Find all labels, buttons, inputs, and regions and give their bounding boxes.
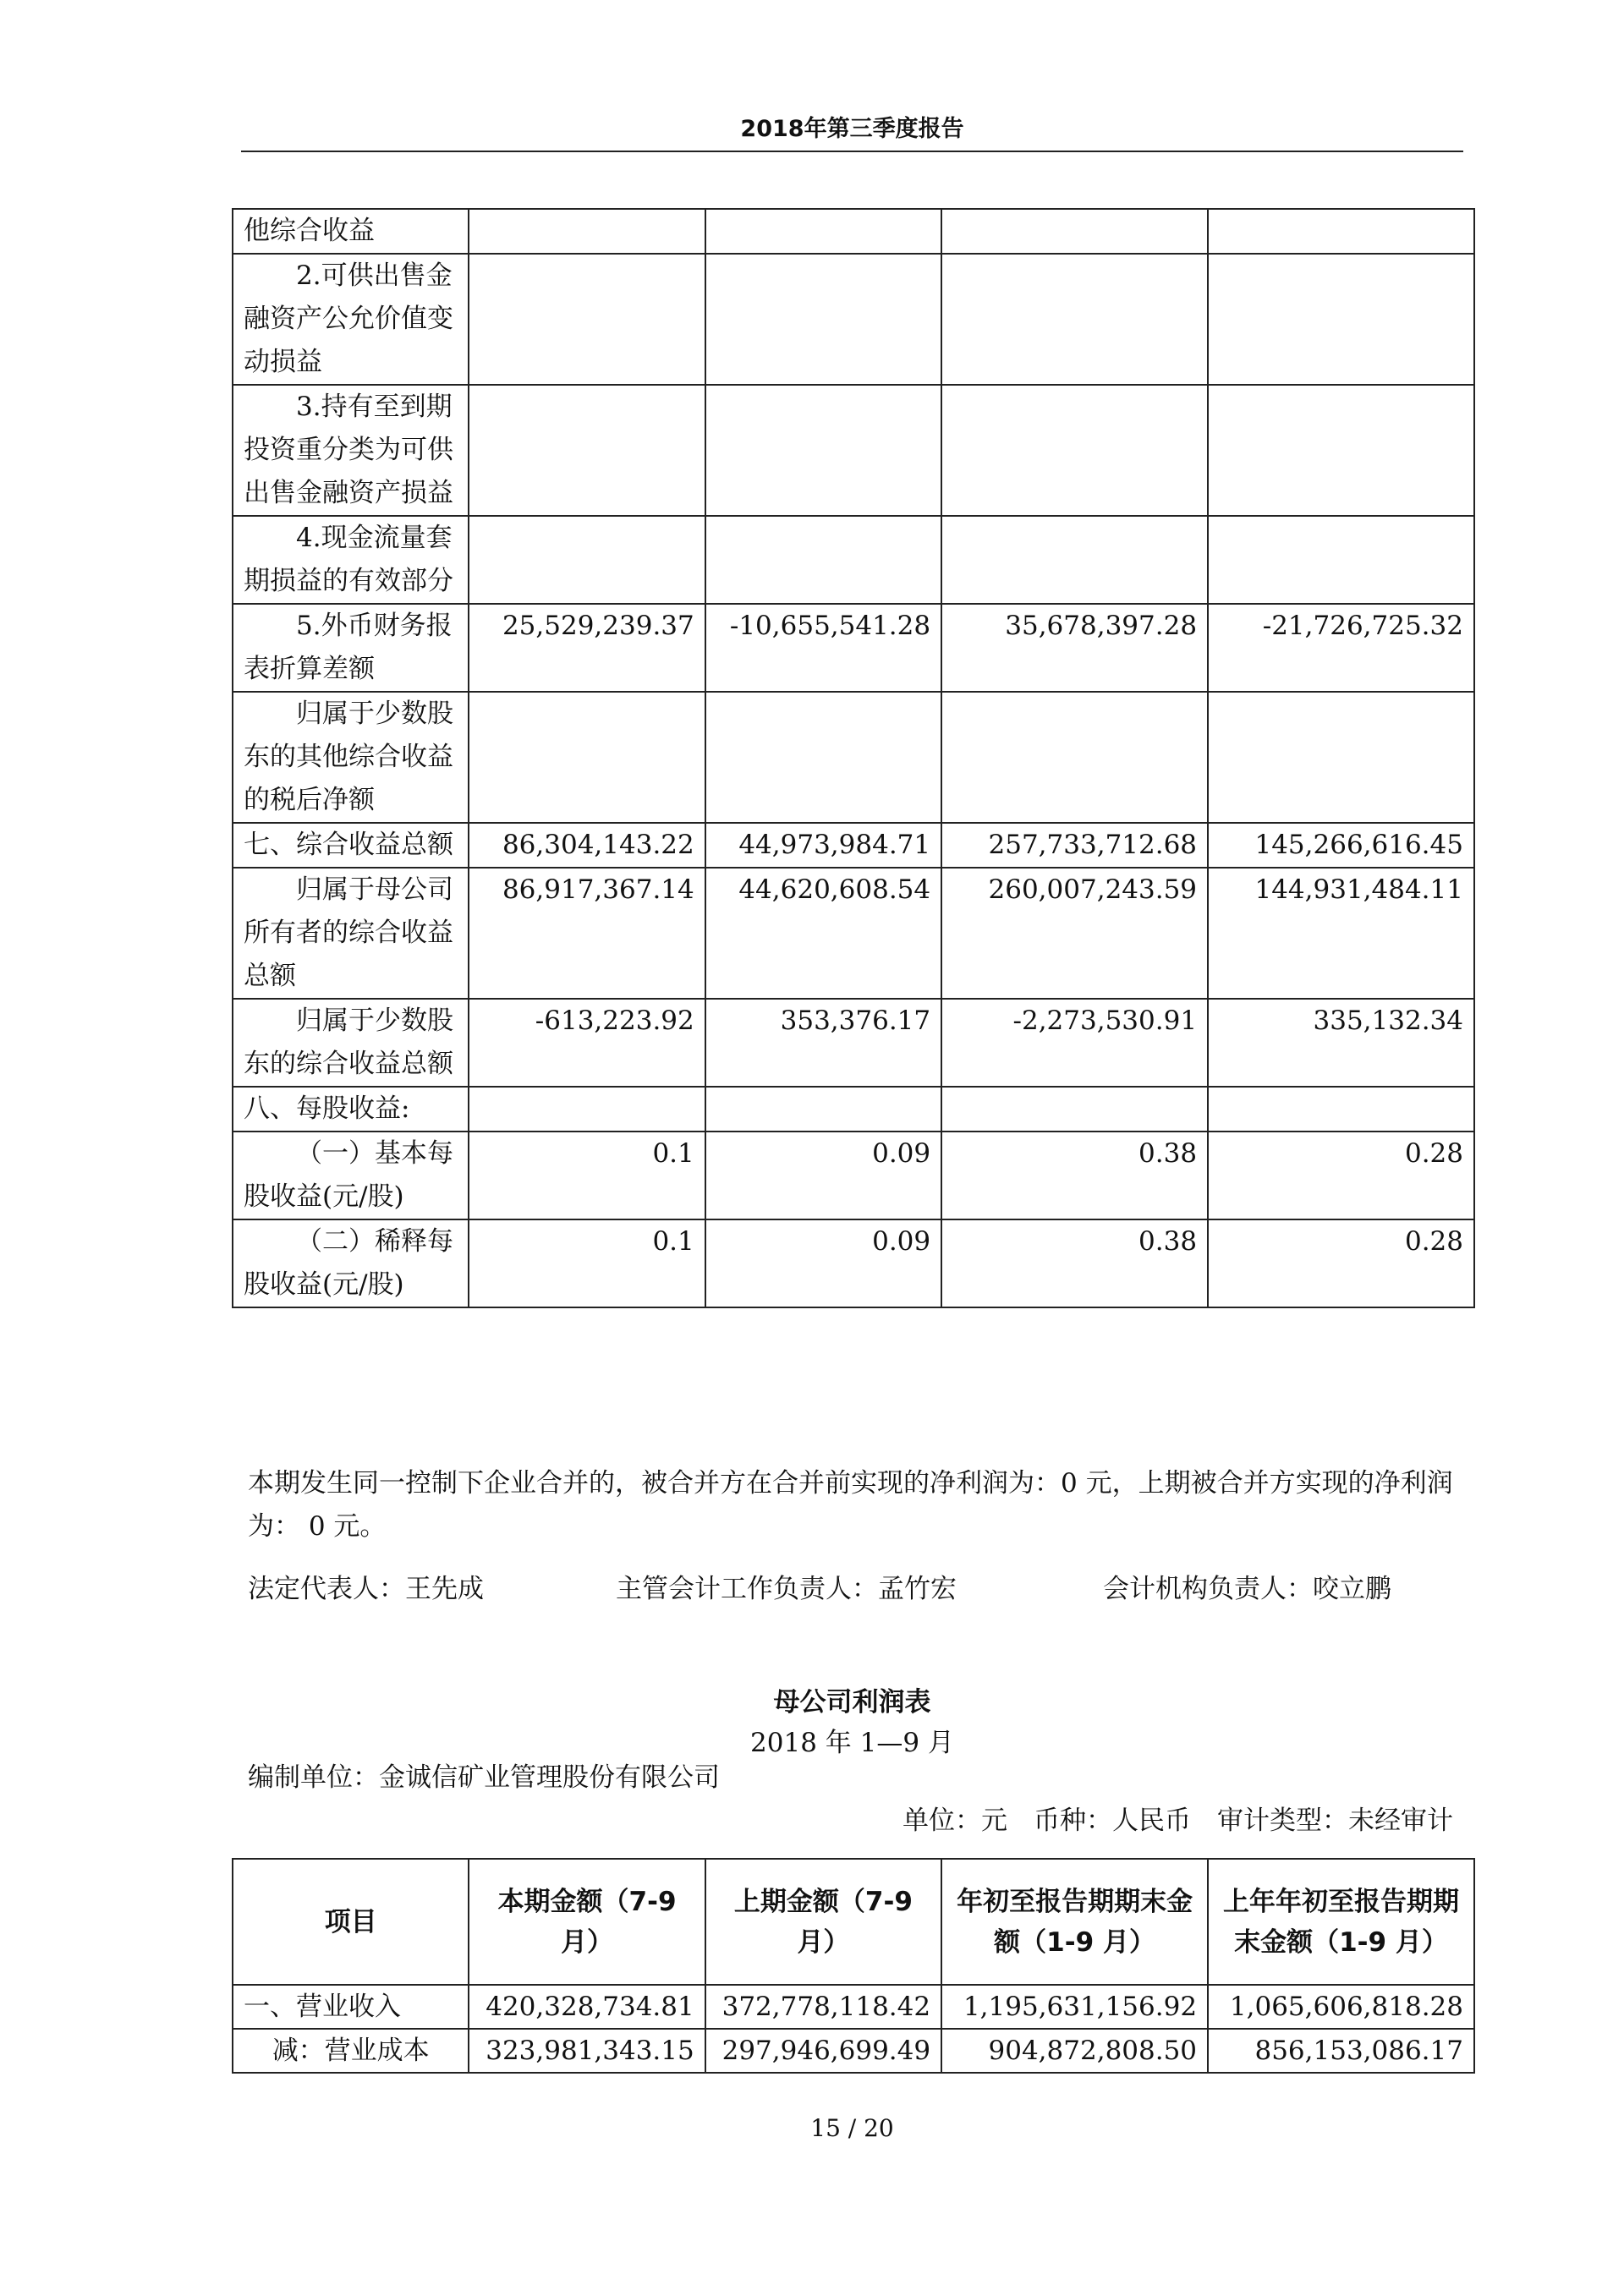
row-label-text: 2.可供出售金融资产公允价值变动损益: [244, 260, 453, 377]
cell-value: 0.1: [469, 1132, 705, 1219]
row-label-text: 3.持有至到期投资重分类为可供出售金融资产损益: [244, 392, 453, 508]
cell-value: 35,678,397.28: [941, 604, 1208, 692]
cell-value: 297,946,699.49: [705, 2029, 941, 2073]
cell-value: [469, 516, 705, 604]
table-row: [233, 692, 1474, 823]
row-label-text: 4.现金流量套期损益的有效部分: [244, 523, 453, 596]
table-row: [233, 1985, 1474, 2029]
table-row: [233, 516, 1474, 604]
table-row: [233, 1132, 1474, 1219]
cell-value: [705, 385, 941, 516]
parent-income-statement: [232, 1858, 1475, 2074]
header-rule: [241, 151, 1463, 152]
cell-value: 145,266,616.45: [1208, 823, 1474, 868]
statement-period: 2018 年 1—9 月: [750, 1728, 954, 1758]
cell-value: [1208, 516, 1474, 604]
row-label: 八、每股收益:: [233, 1087, 469, 1132]
cell-value: 0.1: [469, 1219, 705, 1307]
row-label: [233, 604, 469, 692]
cell-value: 1,195,631,156.92: [941, 1985, 1208, 2029]
cell-value: 44,620,608.54: [705, 868, 941, 999]
table-row: [233, 1219, 1474, 1307]
row-label: [233, 385, 469, 516]
unit-line: 单位：元 币种：人民币 审计类型：未经审计: [903, 1806, 1453, 1836]
cell-value: [1208, 385, 1474, 516]
table-row: [233, 868, 1474, 999]
row-label-text: 5.外币财务报表折算差额: [244, 611, 453, 684]
cell-value: 323,981,343.15: [469, 2029, 705, 2073]
statement-body: [233, 209, 1474, 1307]
cell-value: 372,778,118.42: [705, 1985, 941, 2029]
row-label: 一、营业收入: [233, 1985, 469, 2029]
accounting-head: 主管会计工作负责人：孟竹宏: [616, 1574, 957, 1604]
cell-value: 257,733,712.68: [941, 823, 1208, 868]
cell-value: 86,917,367.14: [469, 868, 705, 999]
cell-value: [469, 1087, 705, 1132]
cell-value: 0.09: [705, 1132, 941, 1219]
table-row: [233, 604, 1474, 692]
cell-value: 144,931,484.11: [1208, 868, 1474, 999]
cell-value: [705, 254, 941, 385]
row-label-text: （二）稀释每股收益(元/股): [244, 1226, 453, 1300]
col-header: 上年年初至报告期期末金额（1-9 月）: [1208, 1859, 1474, 1985]
col-header: 本期金额（7-9 月）: [469, 1859, 705, 1985]
cell-value: 0.28: [1208, 1219, 1474, 1307]
cell-value: -21,726,725.32: [1208, 604, 1474, 692]
cell-value: -10,655,541.28: [705, 604, 941, 692]
row-label: 他综合收益: [233, 209, 469, 254]
cell-value: 0.38: [941, 1219, 1208, 1307]
cell-value: 0.09: [705, 1219, 941, 1307]
cell-value: 44,973,984.71: [705, 823, 941, 868]
preparer-company: 编制单位：金诚信矿业管理股份有限公司: [248, 1762, 720, 1793]
cell-value: 420,328,734.81: [469, 1985, 705, 2029]
cell-value: [941, 516, 1208, 604]
cell-value: 25,529,239.37: [469, 604, 705, 692]
row-label: [233, 1219, 469, 1307]
row-label: [233, 868, 469, 999]
col-header: 项目: [233, 1859, 469, 1985]
col-header: 上期金额（7-9 月）: [705, 1859, 941, 1985]
cell-value: [705, 1087, 941, 1132]
cell-value: [941, 1087, 1208, 1132]
table-row: [233, 2029, 1474, 2073]
cell-value: [941, 692, 1208, 823]
cell-value: [1208, 254, 1474, 385]
table-row: [233, 999, 1474, 1087]
page-header: 2018年第三季度报告: [740, 116, 964, 142]
row-label-text: （一）基本每股收益(元/股): [244, 1138, 453, 1212]
row-label: [233, 692, 469, 823]
row-label: [233, 999, 469, 1087]
row-label: [233, 1132, 469, 1219]
cell-value: [469, 385, 705, 516]
header-row: [233, 1859, 1474, 1985]
cell-value: [705, 692, 941, 823]
row-label: [233, 254, 469, 385]
row-label: 减：营业成本: [233, 2029, 469, 2073]
cell-value: [469, 692, 705, 823]
cell-value: [941, 254, 1208, 385]
cell-value: 0.38: [941, 1132, 1208, 1219]
cell-value: [1208, 692, 1474, 823]
cell-value: 86,304,143.22: [469, 823, 705, 868]
income-statement-continued: [232, 208, 1475, 1308]
statement-title: 母公司利润表: [773, 1687, 931, 1718]
cell-value: 260,007,243.59: [941, 868, 1208, 999]
table-row: [233, 254, 1474, 385]
table-row: [233, 1087, 1474, 1132]
table-row: [233, 823, 1474, 868]
merger-note: 本期发生同一控制下企业合并的，被合并方在合并前实现的净利润为：0 元，上期被合并方实现的净利润为： 0 元。: [248, 1468, 1453, 1542]
cell-value: 1,065,606,818.28: [1208, 1985, 1474, 2029]
table-row: [233, 385, 1474, 516]
cell-value: -2,273,530.91: [941, 999, 1208, 1087]
row-label: 七、综合收益总额: [233, 823, 469, 868]
row-label: [233, 516, 469, 604]
cell-value: [469, 209, 705, 254]
cell-value: 335,132.34: [1208, 999, 1474, 1087]
table-row: [233, 209, 1474, 254]
cell-value: [1208, 1087, 1474, 1132]
row-label-text: 归属于母公司所有者的综合收益总额: [244, 874, 453, 991]
row-label-text: 归属于少数股东的综合收益总额: [244, 1006, 453, 1079]
row-label-text: 归属于少数股东的其他综合收益的税后净额: [244, 699, 453, 815]
col-header: 年初至报告期期末金额（1-9 月）: [941, 1859, 1208, 1985]
cell-value: 353,376.17: [705, 999, 941, 1087]
legal-representative: 法定代表人：王先成: [248, 1574, 484, 1604]
cell-value: 856,153,086.17: [1208, 2029, 1474, 2073]
page-number: 15 / 20: [810, 2114, 894, 2142]
cell-value: [705, 209, 941, 254]
cell-value: [941, 385, 1208, 516]
cell-value: [1208, 209, 1474, 254]
cell-value: -613,223.92: [469, 999, 705, 1087]
cell-value: 904,872,808.50: [941, 2029, 1208, 2073]
cell-value: [941, 209, 1208, 254]
accounting-org-head: 会计机构负责人：咬立鹏: [1103, 1574, 1391, 1604]
cell-value: [705, 516, 941, 604]
cell-value: [469, 254, 705, 385]
cell-value: 0.28: [1208, 1132, 1474, 1219]
